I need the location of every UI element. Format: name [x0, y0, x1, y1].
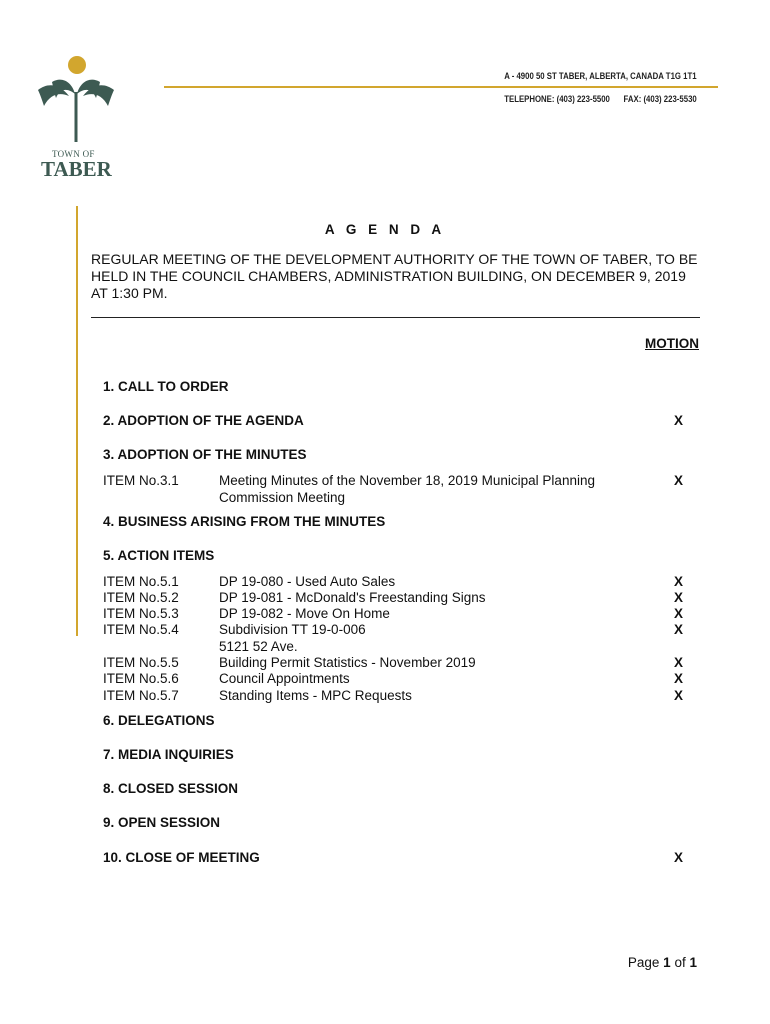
item-number: ITEM No.5.5: [103, 655, 179, 670]
section-adoption-minutes: 3. ADOPTION OF THE MINUTES: [103, 447, 307, 462]
item-description: DP 19-081 - McDonald's Freestanding Signs: [219, 590, 486, 605]
section-delegations: 6. DELEGATIONS: [103, 713, 215, 728]
section-adoption-agenda: 2. ADOPTION OF THE AGENDA: [103, 413, 304, 428]
item-description: DP 19-082 - Move On Home: [219, 606, 390, 621]
motion-mark: X: [674, 413, 684, 428]
logo-sun: [68, 56, 86, 74]
item-number: ITEM No.5.2: [103, 590, 179, 605]
motion-mark: X: [674, 671, 684, 686]
item-number: ITEM No.5.7: [103, 688, 179, 703]
item-description-line: Meeting Minutes of the November 18, 2019 Municipal Planning: [219, 473, 595, 488]
town-logo: [36, 54, 116, 142]
item-number: ITEM No.5.1: [103, 574, 179, 589]
motion-mark: X: [674, 590, 684, 605]
header-telephone: TELEPHONE: (403) 223-5500: [504, 94, 611, 105]
item-description: [219, 622, 639, 655]
of-word: of: [674, 955, 686, 970]
item-number: ITEM No.5.4: [103, 622, 179, 637]
motion-mark: X: [674, 473, 684, 488]
page-number: [628, 955, 697, 970]
motion-column-header: MOTION: [645, 336, 699, 351]
section-action-items: 5. ACTION ITEMS: [103, 548, 215, 563]
motion-mark: X: [674, 655, 684, 670]
header-contact: [505, 94, 697, 105]
meeting-description: REGULAR MEETING OF THE DEVELOPMENT AUTHORITY OF THE TOWN OF TABER, TO BE HELD IN THE COUNCIL CHAMBERS, ADMINISTRATION BUILDING, ON DECEMBER 9, 2019 AT 1:30 PM.: [91, 251, 698, 301]
motion-mark: X: [674, 688, 684, 703]
motion-mark: X: [674, 850, 684, 865]
header-divider: [164, 86, 718, 88]
item-description: Council Appointments: [219, 671, 350, 686]
motion-mark: X: [674, 622, 684, 637]
item-number: ITEM No.5.6: [103, 671, 179, 686]
item-description: [219, 473, 639, 506]
item-description-line: Commission Meeting: [219, 489, 346, 505]
motion-mark: X: [674, 606, 684, 621]
section-media-inquiries: 7. MEDIA INQUIRIES: [103, 747, 234, 762]
logo-leaf-left-inner: [52, 80, 75, 98]
section-close-of-meeting: 10. CLOSE OF MEETING: [103, 850, 260, 865]
header-fax: FAX: (403) 223-5530: [623, 94, 697, 105]
page-current: 1: [663, 955, 671, 970]
logo-town-of: TOWN OF: [52, 149, 95, 159]
item-description-line: 5121 52 Ave.: [219, 638, 298, 654]
item-description-line: Subdivision TT 19-0-006: [219, 622, 366, 637]
header-address: A - 4900 50 ST TABER, ALBERTA, CANADA T1G 1T1: [504, 71, 697, 82]
item-number: ITEM No.3.1: [103, 473, 179, 488]
motion-mark: X: [674, 574, 684, 589]
page-total: 1: [689, 955, 697, 970]
agenda-title: A G E N D A: [324, 222, 446, 237]
section-open-session: 9. OPEN SESSION: [103, 815, 221, 830]
section-closed-session: 8. CLOSED SESSION: [103, 781, 239, 796]
item-number: ITEM No.5.3: [103, 606, 179, 621]
side-accent-bar: [76, 206, 78, 636]
item-description: Standing Items - MPC Requests: [219, 688, 412, 703]
section-call-to-order: 1. CALL TO ORDER: [103, 379, 229, 394]
logo-town-name: TABER: [41, 157, 112, 181]
page-word: Page: [627, 955, 660, 970]
item-description: DP 19-080 - Used Auto Sales: [219, 574, 396, 589]
description-rule: [91, 317, 700, 318]
section-business-arising: 4. BUSINESS ARISING FROM THE MINUTES: [103, 514, 386, 529]
logo-stem: [75, 92, 78, 142]
item-description: Building Permit Statistics - November 2019: [219, 655, 476, 670]
